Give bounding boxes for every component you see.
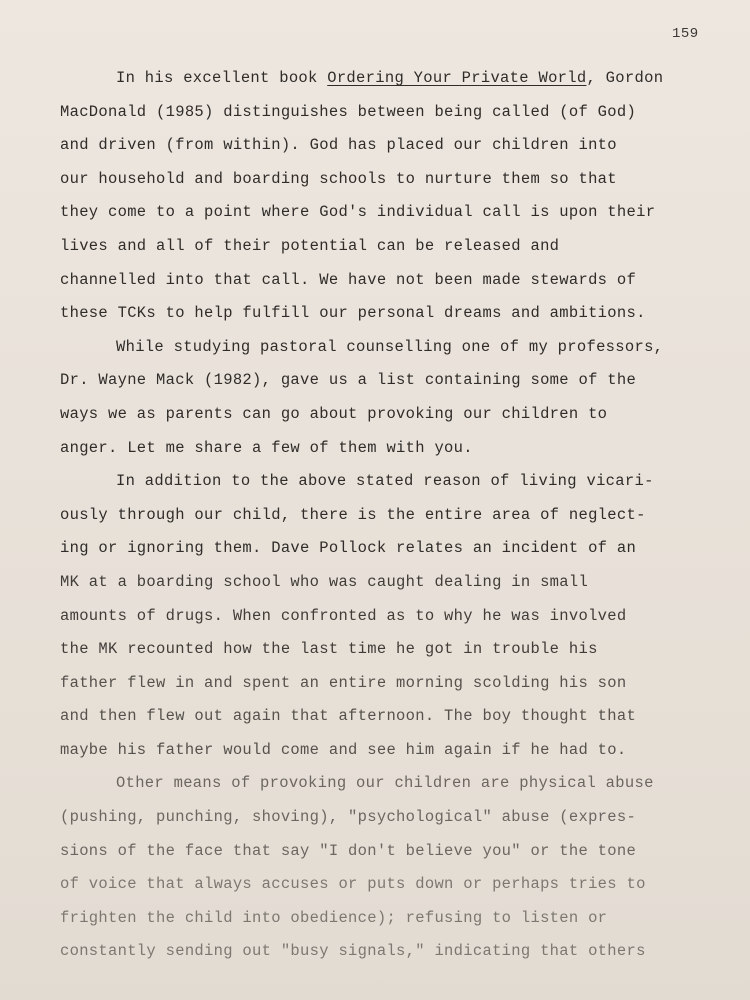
text-line: these TCKs to help fulfill our personal dreams and ambitions. bbox=[60, 304, 646, 323]
text-line: While studying pastoral counselling one of my professors, bbox=[116, 337, 664, 356]
body-text bbox=[60, 62, 720, 969]
text-line: Dr. Wayne Mack (1982), gave us a list containing some of the bbox=[60, 371, 637, 390]
text-line: amounts of drugs. When confronted as to why he was involved bbox=[60, 606, 627, 625]
text-span: In his excellent book bbox=[116, 69, 328, 87]
text-line: anger. Let me share a few of them with you. bbox=[60, 438, 473, 457]
page-number: 159 bbox=[672, 26, 699, 42]
text-line: they come to a point where God's individual call is upon their bbox=[60, 203, 656, 222]
text-line bbox=[60, 62, 720, 96]
text-line: ing or ignoring them. Dave Pollock relates an incident of an bbox=[60, 539, 637, 558]
text-line: lives and all of their potential can be released and bbox=[60, 236, 560, 255]
text-line: MacDonald (1985) distinguishes between being called (of God) bbox=[60, 102, 637, 121]
text-line: channelled into that call. We have not been made stewards of bbox=[60, 270, 637, 289]
book-title: Ordering Your Private World bbox=[327, 69, 587, 87]
text-line: In addition to the above stated reason of living vicari- bbox=[116, 472, 654, 491]
text-line: our household and boarding schools to nurture them so that bbox=[60, 169, 617, 188]
text-line: sions of the face that say "I don't believe you" or the tone bbox=[60, 841, 637, 860]
text-line: constantly sending out "busy signals," indicating that others bbox=[60, 942, 646, 961]
text-line: ways we as parents can go about provoking our children to bbox=[60, 404, 608, 423]
text-line: Other means of provoking our children are physical abuse bbox=[116, 774, 654, 793]
text-line: father flew in and spent an entire morning scolding his son bbox=[60, 673, 627, 692]
text-line: and driven (from within). God has placed our children into bbox=[60, 136, 617, 155]
text-line: frighten the child into obedience); refusing to listen or bbox=[60, 908, 608, 927]
text-line: ously through our child, there is the entire area of neglect- bbox=[60, 505, 646, 524]
text-span: , Gordon bbox=[586, 69, 664, 87]
text-line: of voice that always accuses or puts down or perhaps tries to bbox=[60, 875, 646, 894]
text-line: the MK recounted how the last time he got in trouble his bbox=[60, 640, 598, 659]
text-line: and then flew out again that afternoon. The boy thought that bbox=[60, 707, 637, 726]
text-line: (pushing, punching, shoving), "psychological" abuse (expres- bbox=[60, 808, 637, 827]
text-line: maybe his father would come and see him again if he had to. bbox=[60, 740, 627, 759]
text-line: MK at a boarding school who was caught dealing in small bbox=[60, 572, 589, 591]
